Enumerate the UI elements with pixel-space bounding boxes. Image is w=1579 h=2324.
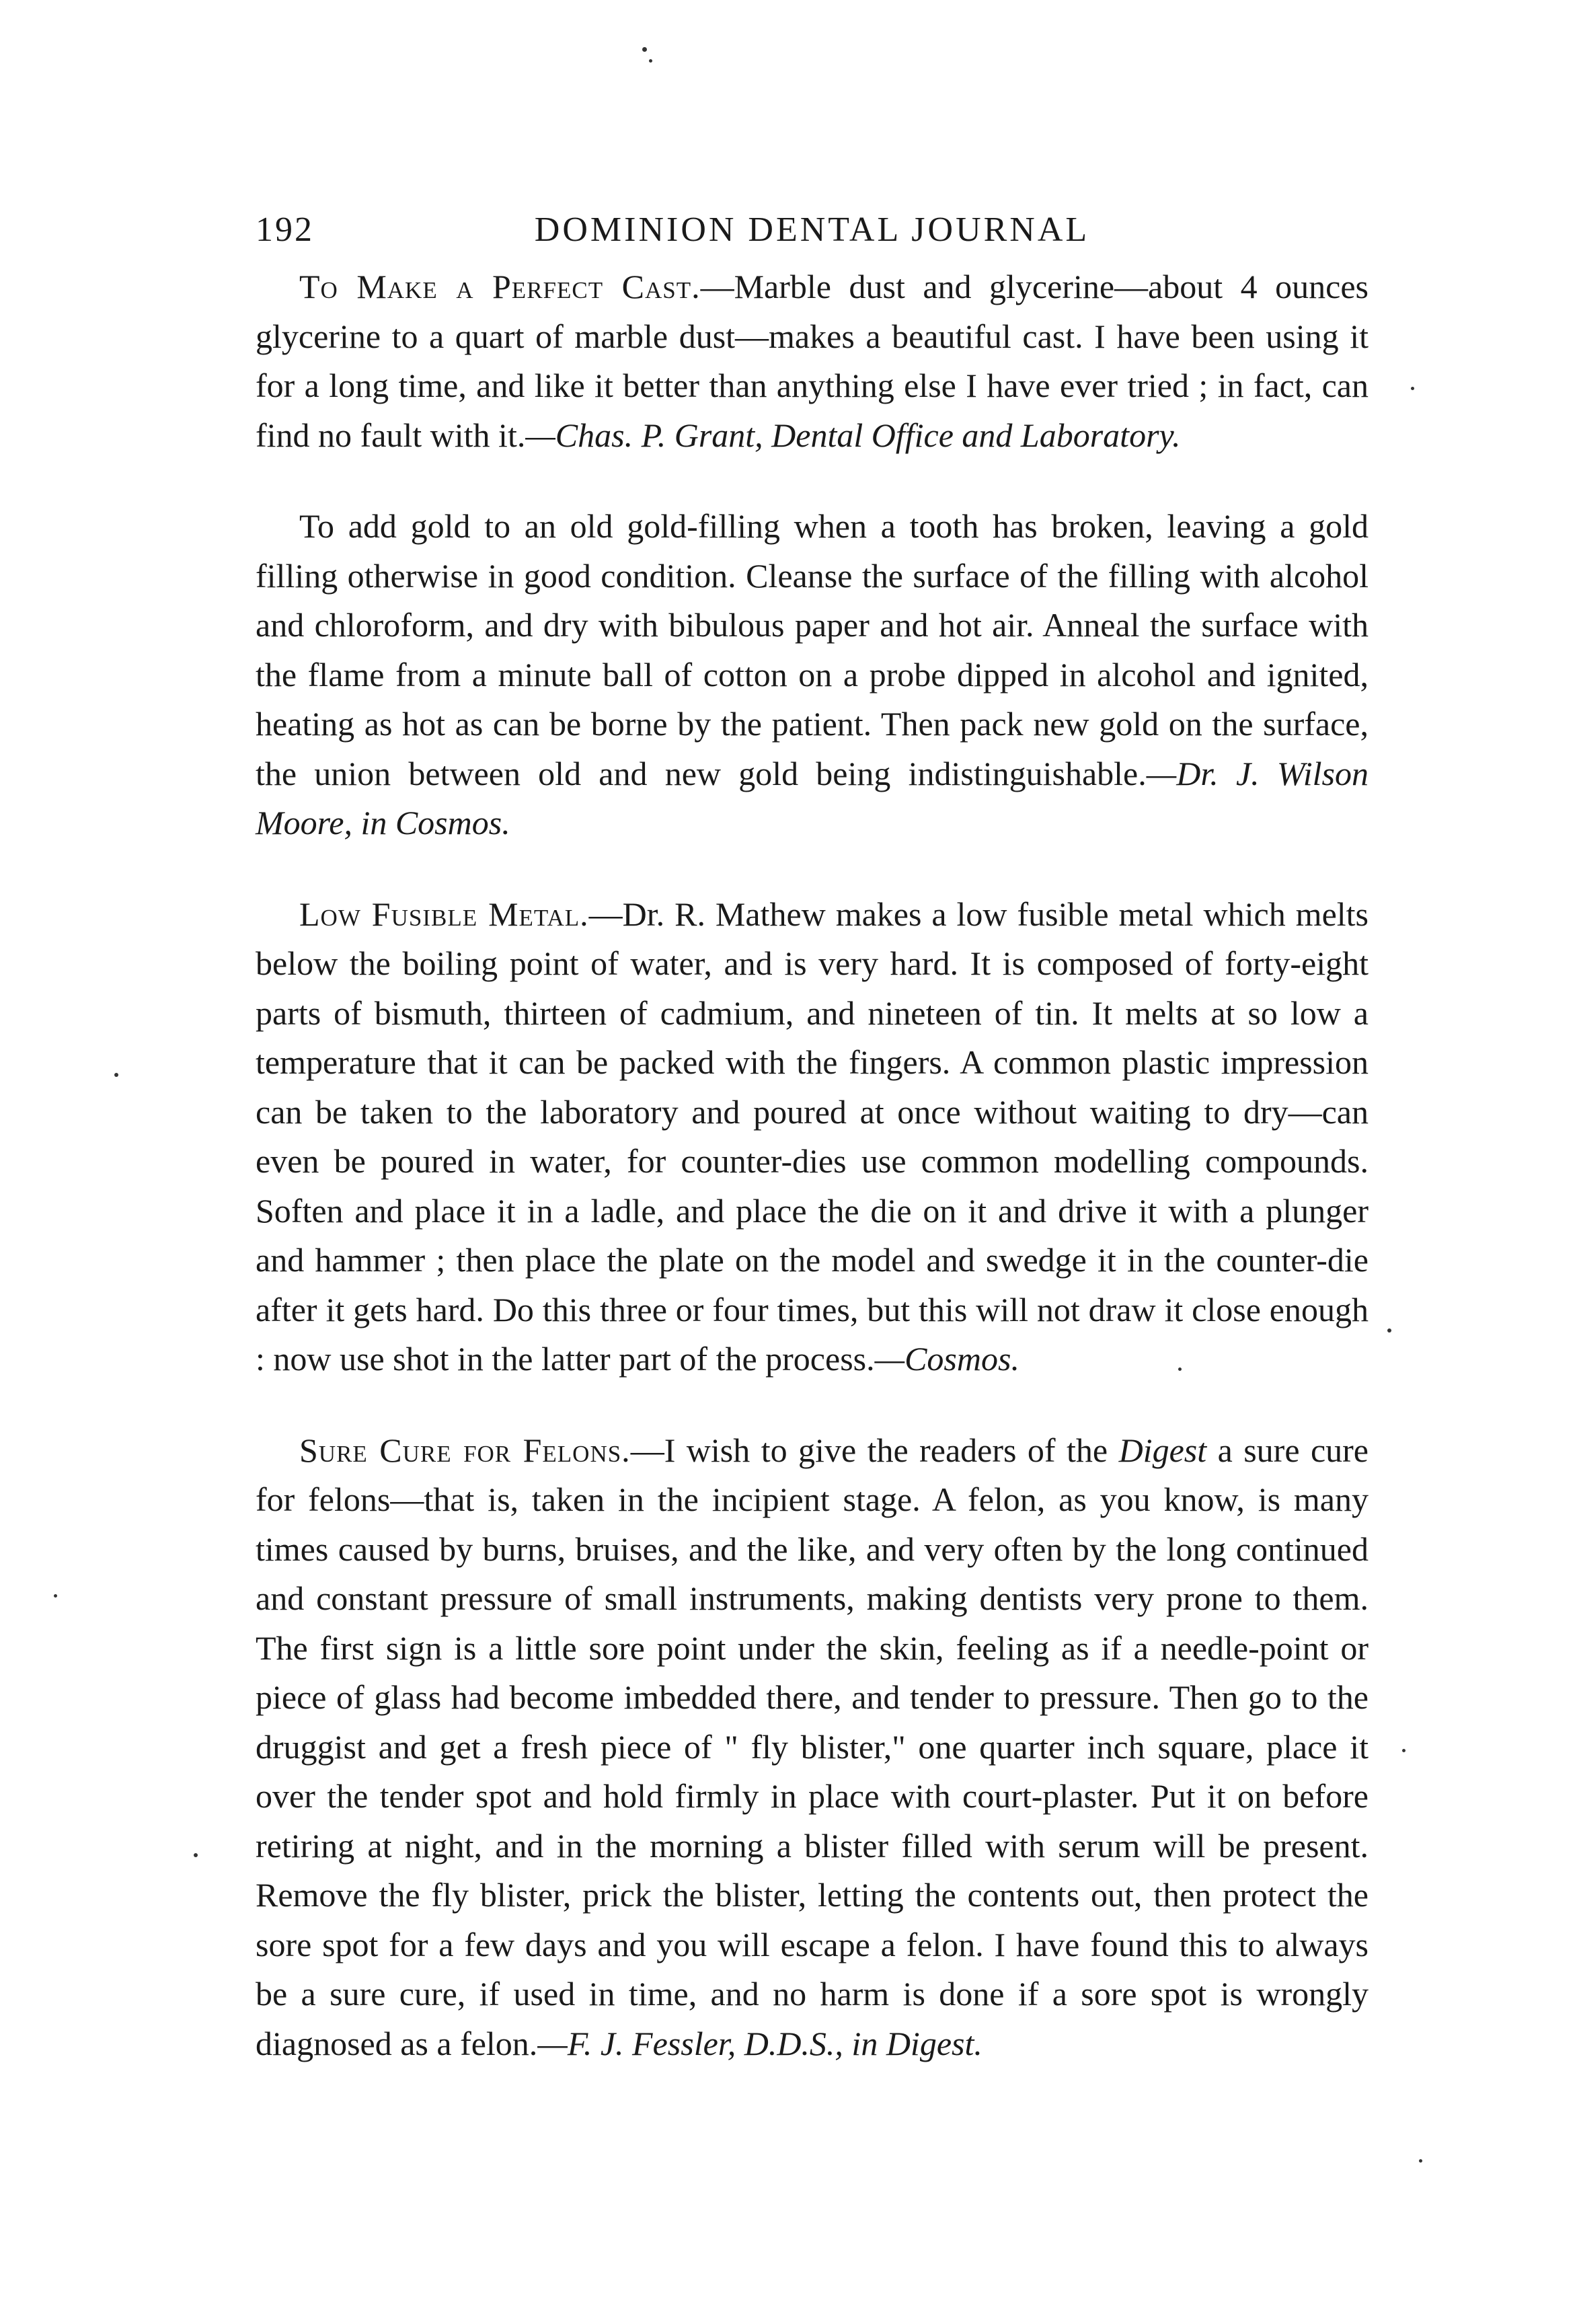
article-attribution: —Chas. P. Grant, Dental Office and Laboratory. <box>525 416 1181 454</box>
article-attribution: —Dr. J. Wilson Moore, in Cosmos. <box>256 754 1369 841</box>
article-title: To Make a Perfect Cast. <box>299 268 701 305</box>
page-header <box>256 202 1369 262</box>
article-body: To add gold to an old gold-filling when a tooth has broken, leaving a gold filling otherwise in good condition. Cleanse the surface of the filling with alcohol and chloroform, and dry with bibulous paper and hot air. Anneal the surface with the flame from a minute ball of cotton on a probe dipped in alcohol and ignited, heating as hot as can be borne by the patient. Then pack new gold on the surface, the union between old and new gold being indistinguishable. <box>256 507 1369 792</box>
article-felon-cure <box>256 1426 1369 2069</box>
article-body: —Marble dust and glycerine—about 4 ounces glycerine to a quart of marble dust—makes a beautiful cast. I have been using it for a long time, and like it better than anything else I have ever tried ; in fact, can find no fault with it. <box>256 268 1369 454</box>
journal-page <box>256 202 1369 2068</box>
scan-speck <box>1419 2159 1422 2163</box>
scan-speck <box>1411 387 1414 390</box>
article-body: a sure cure for felons—that is, taken in the incipient stage. A felon, as you know, is many times caused by burns, bruises, and the like, and very often by the long continued and constant pressure of small instruments, making dentists very prone to them. The first sign is a little sore point under the skin, feeling as if a needle-point or piece of glass had become imbedded there, and tender to pressure. Then go to the druggist and get a fresh piece of " fly blister," one quarter inch square, place it over the tender spot and hold firmly in place with court-plaster. Put it on before retiring at night, and in the morning a blister filled with serum will be present. Remove the fly blister, prick the blister, letting the contents out, then protect the sore spot for a few days and you will escape a felon. I have found this to always be a sure cure, if used in time, and no harm is done if a sore spot is wrongly diagnosed as a felon. <box>256 1431 1369 2062</box>
running-head: DOMINION DENTAL JOURNAL <box>534 211 1090 249</box>
scan-speck <box>642 47 647 52</box>
article-body: —Dr. R. Mathew makes a low fusible metal which melts below the boiling point of water, and is very hard. It is composed of forty-eight parts of bismuth, thirteen of cadmium, and nineteen of tin. It melts at so low a temperature that it can be packed with the fingers. A common plastic impression can be taken to the laboratory and poured at once without waiting to dry—can even be poured in water, for counter-dies use common modelling compounds. Soften and place it in a ladle, and place the die on it and drive it with a plunger and hammer ; then place the plate on the model and swedge it in the counter-die after it gets hard. Do this three or four times, but this will not draw it close enough : now use shot in the latter part of the process. <box>256 895 1369 1378</box>
scan-speck <box>194 1853 198 1857</box>
article-low-fusible-metal <box>256 890 1369 1384</box>
scan-speck <box>1402 1749 1405 1752</box>
page-number: 192 <box>256 211 314 249</box>
article-gold-filling <box>256 502 1369 848</box>
scan-speck <box>54 1594 57 1598</box>
scan-speck <box>114 1073 118 1077</box>
article-perfect-cast <box>256 262 1369 460</box>
article-title: Sure Cure for Felons. <box>299 1431 631 1469</box>
article-attribution: —Cosmos. <box>874 1340 1019 1378</box>
article-attribution: —F. J. Fessler, D.D.S., in Digest. <box>537 2024 983 2062</box>
article-title: Low Fusible Metal. <box>299 895 589 933</box>
article-body-intro: —I wish to give the readers of the <box>630 1431 1119 1469</box>
scan-speck <box>1387 1328 1391 1333</box>
digest-reference: Digest <box>1118 1431 1207 1469</box>
scan-speck <box>649 59 652 63</box>
